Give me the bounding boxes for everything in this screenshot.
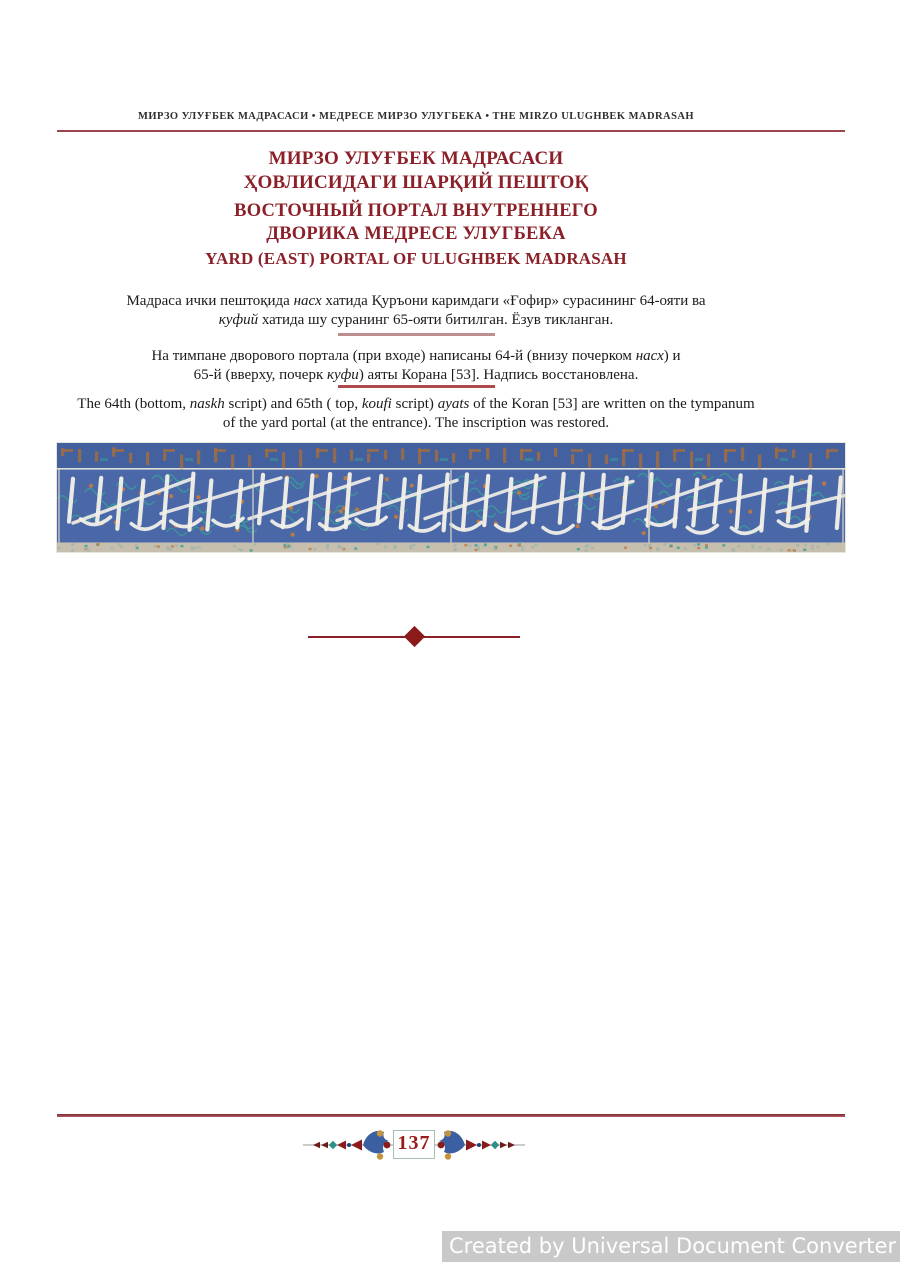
text-run: script): [391, 396, 438, 412]
portal-inscription-photo: [57, 443, 845, 552]
watermark-bar: [442, 1231, 900, 1262]
italic-term: koufi: [361, 396, 392, 412]
section-separator: [338, 385, 495, 388]
running-head: МИРЗО УЛУҒБЕК МАДРАСАСИ • МЕДРЕСЕ МИРЗО УЛУГБЕКА • THE MIRZO ULUGHBEK MADRASAH: [137, 111, 695, 122]
italic-term: naskh: [189, 396, 225, 412]
header-rule: [57, 130, 845, 132]
title-russian-line1: ВОСТОЧНЫЙ ПОРТАЛ ВНУТРЕННЕГО: [234, 201, 598, 221]
diamond-icon: [404, 626, 425, 647]
section-separator: [338, 333, 495, 336]
text-run: The 64th (bottom,: [77, 396, 190, 412]
text-run: of the Koran [53] are written on the tympanum: [469, 396, 755, 412]
italic-term: ayats: [437, 396, 470, 412]
title-uzbek-line1: МИРЗО УЛУҒБЕК МАДРАСАСИ: [268, 148, 564, 169]
text-run: of the yard portal (at the entrance). The inscription was restored.: [222, 414, 610, 431]
paragraph-uzbek: [41, 292, 791, 329]
text-run: script) and 65th ( top,: [224, 396, 362, 412]
italic-term: куфи: [326, 366, 359, 383]
text-run: 65-й (вверху, почерк: [193, 366, 327, 383]
footer-rule: [57, 1114, 845, 1117]
italic-term: куфий: [218, 311, 259, 328]
text-run: хатида шу суранинг 65-ояти битилган. Ёзув тикланган.: [258, 311, 614, 328]
text-run: хатида Қуръони каримдаги «Ғофир» сурасининг 64-ояти ва: [321, 293, 706, 309]
title-uzbek: [41, 147, 791, 194]
text-run: ) и: [663, 348, 681, 364]
title-english: YARD (EAST) PORTAL OF ULUGHBEK MADRASAH: [205, 249, 627, 268]
title-russian: [41, 200, 791, 246]
text-run: Мадраса ички пештоқида: [126, 293, 294, 309]
paragraph-english: [41, 395, 791, 432]
text-run: На тимпане дворового портала (при входе) написаны 64-й (внизу почерком: [151, 348, 636, 364]
text-run: ) аяты Корана [53]. Надпись восстановлена.: [358, 366, 639, 383]
paragraph-russian: [41, 347, 791, 384]
page-number: 137: [393, 1130, 435, 1159]
watermark-text: Created by Universal Document Converter: [449, 1234, 897, 1258]
title-russian-line2: ДВОРИКА МЕДРЕСЕ УЛУГБЕКА: [266, 224, 566, 244]
title-uzbek-line2: ҲОВЛИСИДАГИ ШАРҚИЙ ПЕШТОҚ: [243, 171, 589, 193]
italic-term: насх: [635, 348, 664, 364]
italic-term: насх: [293, 293, 322, 309]
